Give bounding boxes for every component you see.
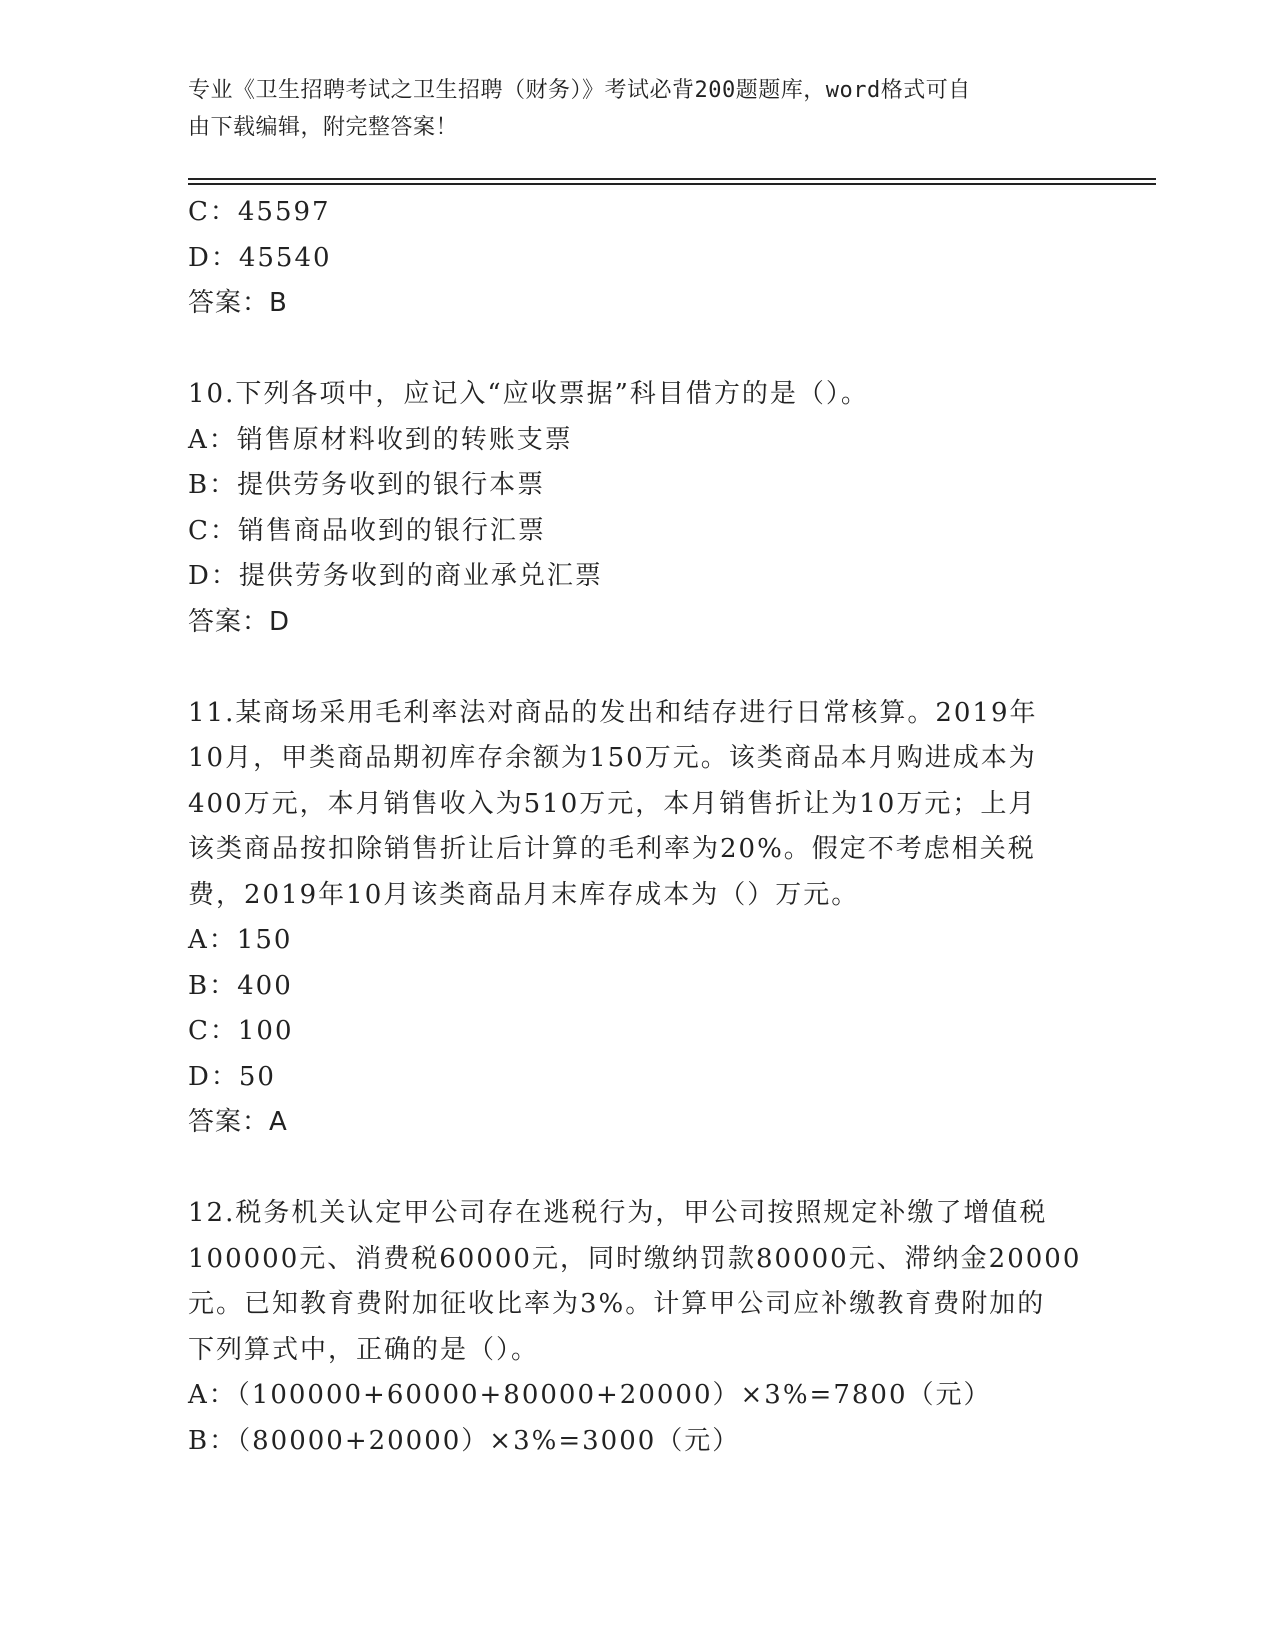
document-body — [188, 190, 1088, 1464]
option-line: A：（100000+60000+80000+20000）×3%=7800（元） — [188, 1380, 992, 1410]
document-header — [188, 72, 1068, 146]
option-line: C：销售商品收到的银行汇票 — [188, 515, 546, 546]
option-line: C：100 — [188, 1016, 294, 1046]
header-rule-bottom — [188, 183, 1156, 185]
option-line: C：45597 — [188, 197, 331, 227]
option-line: B：400 — [188, 970, 293, 1001]
question-text-line: 100000元、消费税60000元，同时缴纳罚款80000元、滞纳金20000 — [188, 1243, 1082, 1274]
header-line-2: 由下载编辑，附完整答案！ — [188, 115, 459, 140]
option-line: D：提供劳务收到的商业承兑汇票 — [188, 561, 603, 591]
spacer — [188, 645, 1088, 691]
answer-line: 答案：A — [188, 1107, 288, 1137]
answer-line: 答案：B — [188, 288, 288, 318]
option-line: A：150 — [188, 925, 293, 955]
option-line: D：45540 — [188, 242, 332, 273]
question-text-line: 400万元，本月销售收入为510万元，本月销售折让为10万元；上月 — [188, 788, 1037, 819]
question-text-line: 该类商品按扣除销售折让后计算的毛利率为20%。假定不考虑相关税 — [188, 834, 1036, 864]
answer-line: 答案：D — [188, 606, 291, 637]
question-text-line: 元。已知教育费附加征收比率为3%。计算甲公司应补缴教育费附加的 — [188, 1289, 1046, 1319]
question-text-line: 费，2019年10月该类商品月末库存成本为（）万元。 — [188, 879, 860, 910]
spacer — [188, 1146, 1088, 1192]
question-text-line: 10月，甲类商品期初库存余额为150万元。该类商品本月购进成本为 — [188, 743, 1037, 773]
header-rule-top — [188, 178, 1156, 180]
option-line: B：（80000+20000）×3%=3000（元） — [188, 1425, 741, 1456]
question-text-line: 下列算式中，正确的是（）。 — [188, 1334, 540, 1365]
question-text-line: 12.税务机关认定甲公司存在逃税行为，甲公司按照规定补缴了增值税 — [188, 1198, 1048, 1228]
question-text-line: 11.某商场采用毛利率法对商品的发出和结存进行日常核算。2019年 — [188, 697, 1038, 728]
spacer — [188, 327, 1088, 373]
option-line: A：销售原材料收到的转账支票 — [188, 424, 573, 455]
option-line: D：50 — [188, 1061, 276, 1092]
header-line-1: 专业《卫生招聘考试之卫生招聘（财务）》考试必背200题题库，word格式可自 — [188, 78, 971, 103]
option-line: B：提供劳务收到的银行本票 — [188, 470, 546, 500]
question-text-line: 10.下列各项中，应记入“应收票据”科目借方的是（）。 — [188, 379, 869, 409]
